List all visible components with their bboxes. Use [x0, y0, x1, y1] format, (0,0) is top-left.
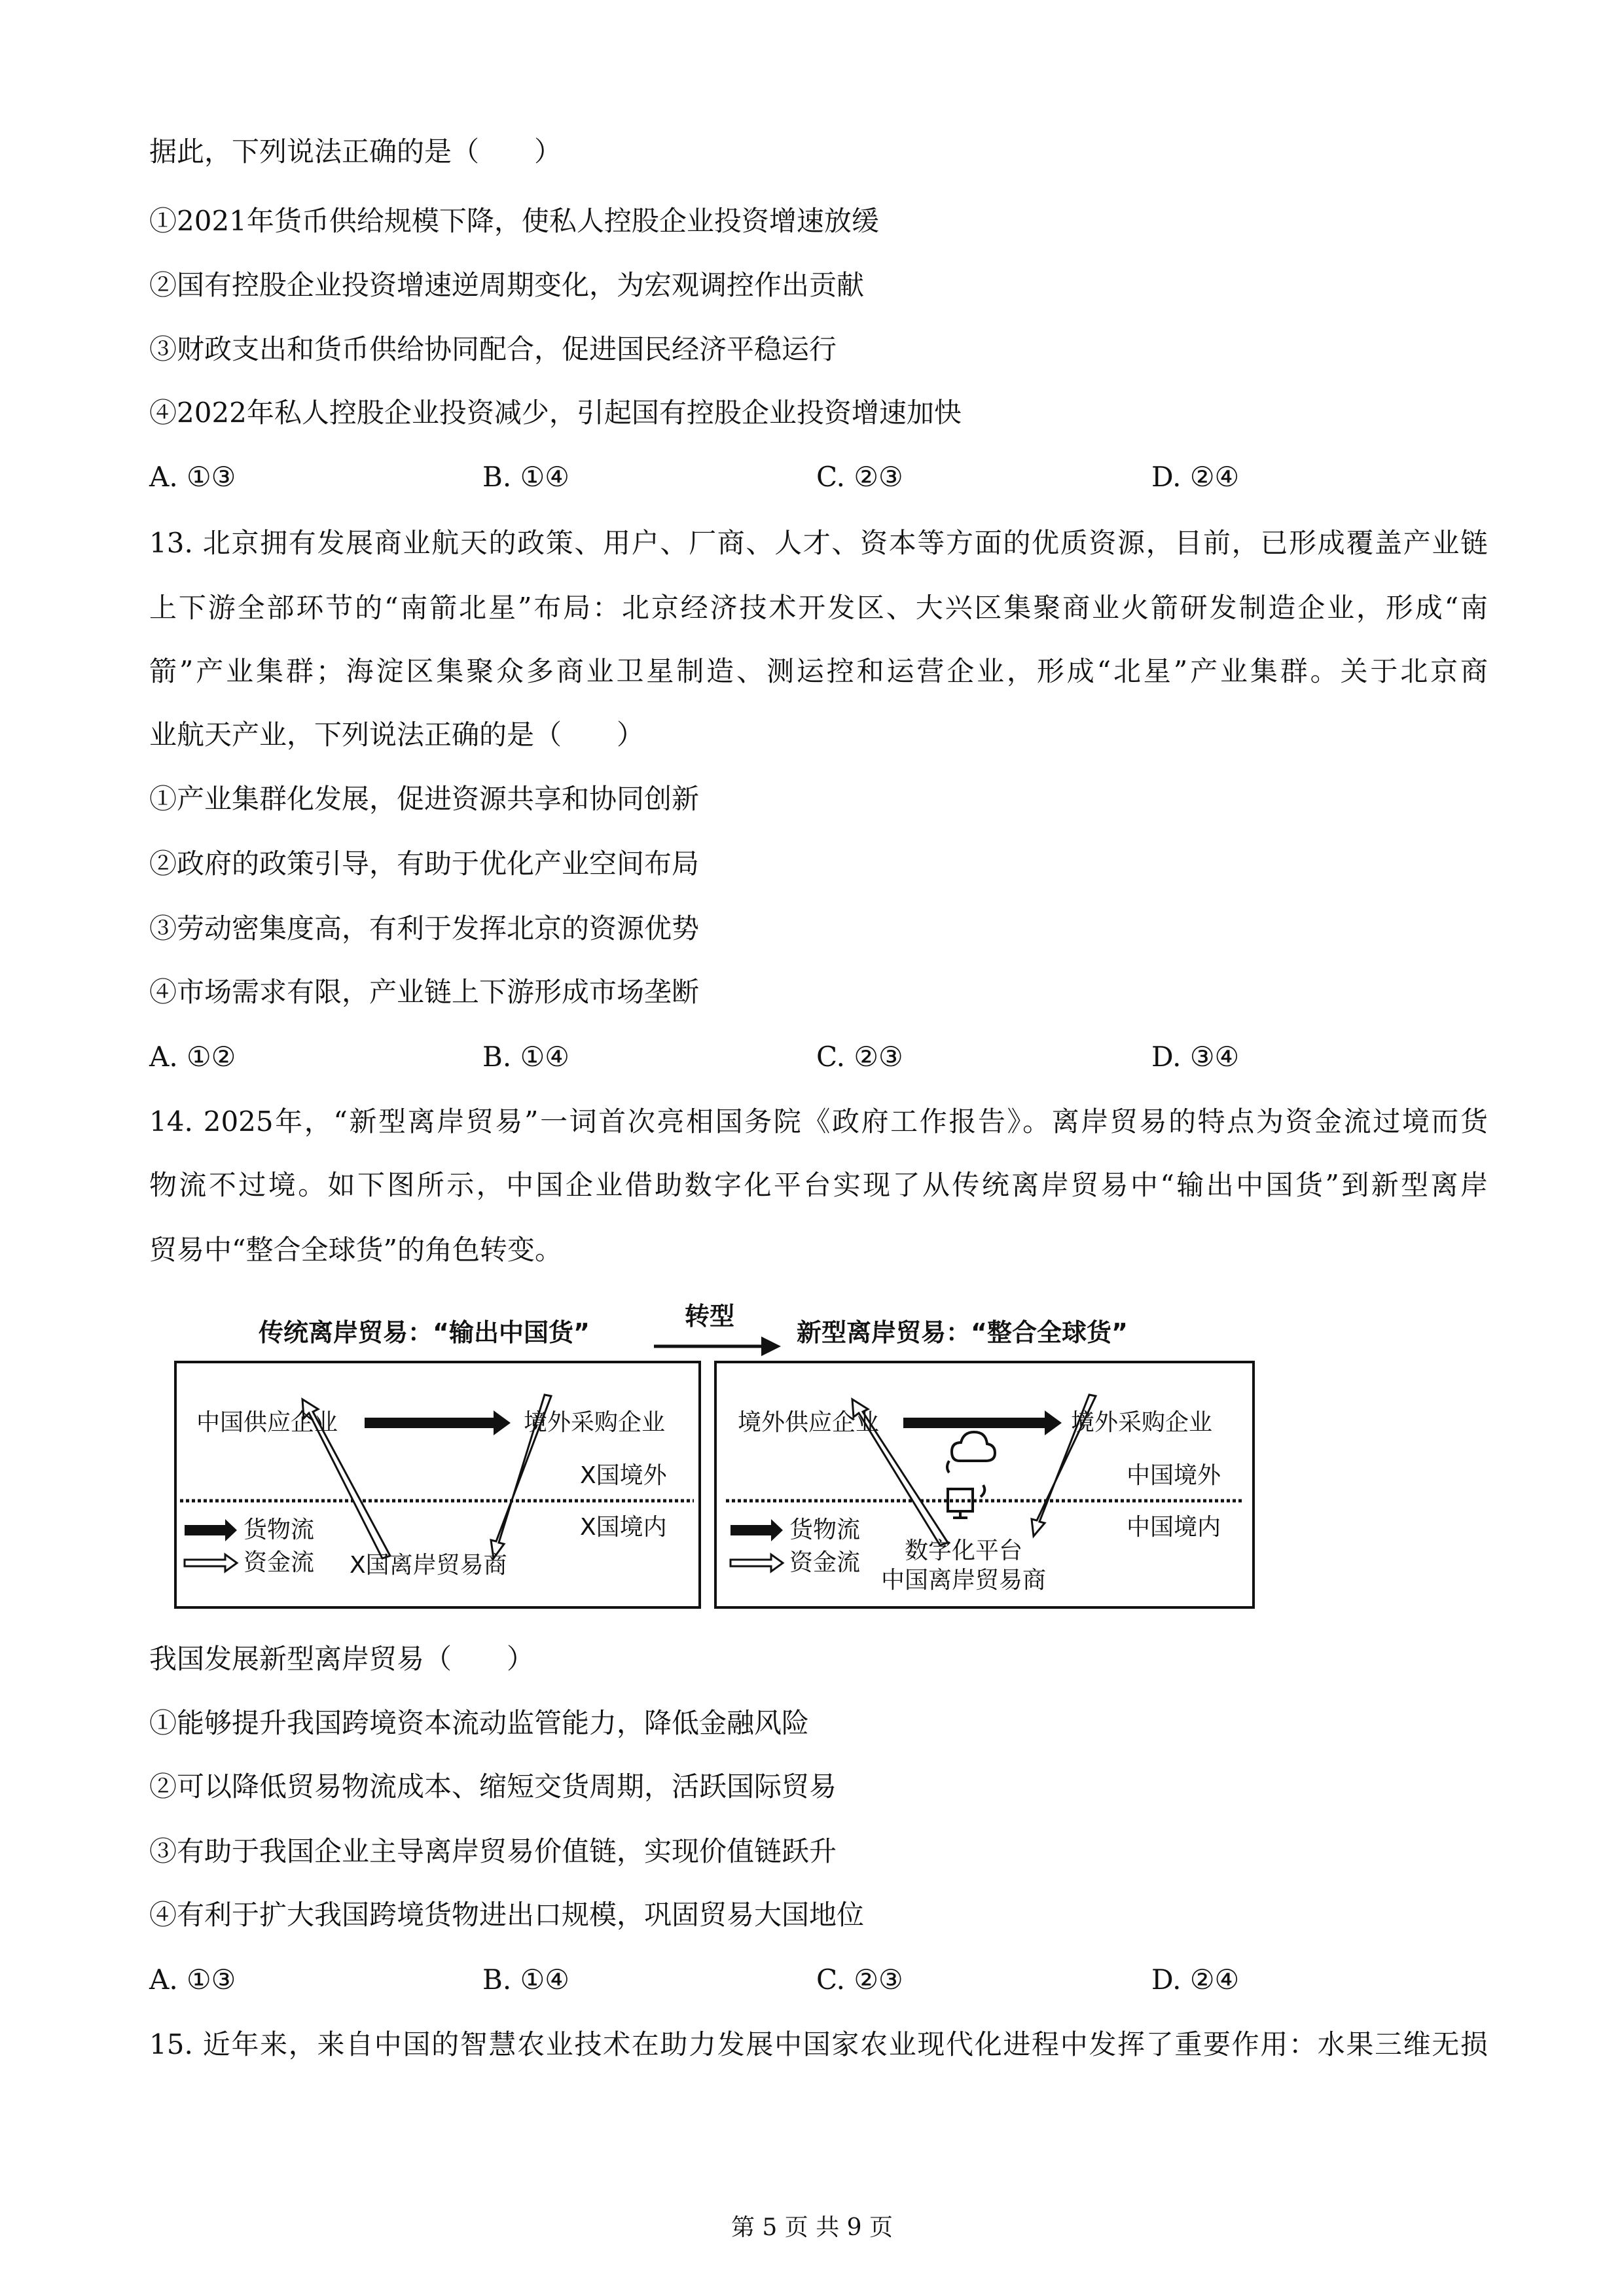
- right-trader: 中国离岸贸易商: [881, 1567, 1047, 1594]
- q12-item-2: ②国有控股企业投资增速逆周期变化，为宏观调控作出贡献: [149, 269, 865, 301]
- q14-option-b: B. ①④: [482, 1964, 569, 1996]
- right-buyer: 境外采购企业: [1071, 1409, 1213, 1436]
- q14-option-a: A. ①③: [149, 1964, 236, 1996]
- right-legend-funds: 资金流: [789, 1549, 861, 1576]
- q13-item-3: ③劳动密集度高，有利于发挥北京的资源优势: [149, 912, 700, 944]
- right-platform: 数字化平台: [905, 1537, 1023, 1564]
- left-outside-label: X国境外: [580, 1462, 667, 1489]
- q13-item-4: ④市场需求有限，产业链上下游形成市场垄断: [149, 976, 700, 1008]
- right-legend-goods: 货物流: [789, 1516, 861, 1543]
- left-legend-funds: 资金流: [244, 1549, 315, 1576]
- right-inside-label: 中国境内: [1127, 1514, 1221, 1541]
- cloud-computer-icon: [947, 1432, 995, 1518]
- q13-line-3: 箭”产业集群；海淀区集聚众多商业卫星制造、测运控和运营企业，形成“北星”产业集群。关于北京商: [149, 655, 1488, 687]
- q13-line-4: 业航天产业，下列说法正确的是（ ）: [149, 719, 645, 751]
- q13-option-a: A. ①②: [149, 1041, 236, 1073]
- q12-stem: 据此，下列说法正确的是（ ）: [149, 135, 562, 168]
- q12-option-b: B. ①④: [482, 461, 569, 493]
- new-trade-title: 新型离岸贸易：“整合全球货”: [797, 1318, 1128, 1347]
- left-trader: X国离岸贸易商: [350, 1552, 507, 1579]
- q13-option-c: C. ②③: [816, 1041, 903, 1073]
- diagram-arrows: [174, 1314, 1255, 1609]
- q14-line-2: 物流不过境。如下图所示，中国企业借助数字化平台实现了从传统离岸贸易中“输出中国货”到新型离岸: [149, 1169, 1488, 1201]
- q14-item-3: ③有助于我国企业主导离岸贸易价值链，实现价值链跃升: [149, 1835, 837, 1867]
- q12-item-1: ①2021年货币供给规模下降，使私人控股企业投资增速放缓: [149, 205, 879, 237]
- q14-option-c: C. ②③: [816, 1964, 903, 1996]
- left-legend-goods: 货物流: [244, 1516, 315, 1543]
- q13-item-1: ①产业集群化发展，促进资源共享和协同创新: [149, 783, 700, 815]
- offshore-trade-diagram: [174, 1302, 1255, 1609]
- traditional-trade-title: 传统离岸贸易：“输出中国货”: [259, 1318, 590, 1347]
- q14-item-1: ①能够提升我国跨境资本流动监管能力，降低金融风险: [149, 1707, 810, 1739]
- page-footer: 第 5 页 共 9 页: [731, 2214, 893, 2241]
- q14-option-d: D. ②④: [1151, 1964, 1240, 1996]
- q13-item-2: ②政府的政策引导，有助于优化产业空间布局: [149, 848, 700, 880]
- legend-funds-arrow-left: [185, 1554, 237, 1571]
- q12-option-d: D. ②④: [1151, 461, 1240, 493]
- q12-item-3: ③财政支出和货币供给协同配合，促进国民经济平稳运行: [149, 333, 837, 365]
- q14-stem: 我国发展新型离岸贸易（ ）: [149, 1643, 535, 1675]
- legend-goods-arrow-left: [185, 1519, 237, 1541]
- q13-line-2: 上下游全部环节的“南箭北星”布局：北京经济技术开发区、大兴区集聚商业火箭研发制造企业，形成“南: [149, 592, 1488, 624]
- legend-funds-arrow-right: [731, 1554, 783, 1571]
- q14-item-4: ④有利于扩大我国跨境货物进出口规模，巩固贸易大国地位: [149, 1899, 865, 1931]
- q15-line-1: 15. 近年来，来自中国的智慧农业技术在助力发展中国家农业现代化进程中发挥了重要作用：水果三维无损: [149, 2028, 1488, 2060]
- q14-item-2: ②可以降低贸易物流成本、缩短交货周期，活跃国际贸易: [149, 1770, 837, 1803]
- left-buyer: 境外采购企业: [524, 1409, 666, 1436]
- q14-line-1: 14. 2025年，“新型离岸贸易”一词首次亮相国务院《政府工作报告》。离岸贸易的特点为资金流过境而货: [149, 1105, 1488, 1138]
- q13-option-b: B. ①④: [482, 1041, 569, 1073]
- q13-option-d: D. ③④: [1151, 1041, 1240, 1073]
- q12-option-a: A. ①③: [149, 461, 236, 493]
- q13-line-1: 13. 北京拥有发展商业航天的政策、用户、厂商、人才、资本等方面的优质资源，目前，已形成覆盖产业链: [149, 527, 1488, 559]
- right-supplier: 境外供应企业: [738, 1409, 880, 1436]
- q12-option-c: C. ②③: [816, 461, 903, 493]
- right-outside-label: 中国境外: [1127, 1462, 1221, 1489]
- left-inside-label: X国境内: [580, 1514, 667, 1541]
- transition-label: 转型: [685, 1302, 735, 1331]
- q14-line-3: 贸易中“整合全球货”的角色转变。: [149, 1234, 562, 1266]
- left-supplier: 中国供应企业: [196, 1409, 338, 1436]
- legend-goods-arrow-right: [731, 1519, 783, 1541]
- q12-item-4: ④2022年私人控股企业投资减少，引起国有控股企业投资增速加快: [149, 397, 962, 429]
